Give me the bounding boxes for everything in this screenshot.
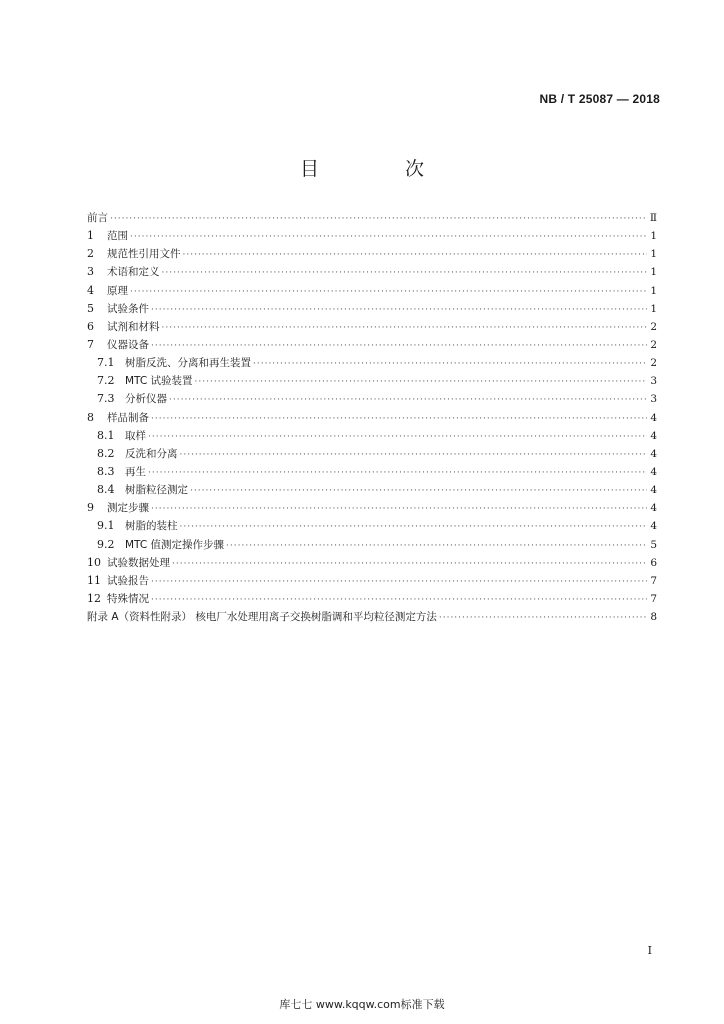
toc-entry-number: 2 xyxy=(87,247,94,261)
toc-entry-label: 仪器设备 xyxy=(107,338,149,351)
toc-entry-page: 4 xyxy=(650,447,657,460)
toc-entry-number: 8.3 xyxy=(97,464,115,478)
dot-leader xyxy=(151,500,647,518)
toc-entry[interactable] xyxy=(87,409,657,427)
toc-entry-label: 分析仪器 xyxy=(125,393,167,406)
toc-entry[interactable] xyxy=(87,536,657,554)
dot-leader xyxy=(151,410,647,428)
toc-entry-page: 3 xyxy=(650,375,657,388)
toc-entry-page: 3 xyxy=(650,393,657,406)
dot-leader xyxy=(439,609,647,627)
toc-entry-page: 1 xyxy=(650,266,657,279)
toc-entry-label: 前言 xyxy=(87,212,108,224)
footer-watermark: 库七七 www.kqqw.com标准下载 xyxy=(279,998,445,1011)
toc-entry-page: 4 xyxy=(650,502,657,515)
dot-leader xyxy=(169,391,647,409)
toc-entry-page: 2 xyxy=(650,338,657,351)
dot-leader xyxy=(172,555,647,573)
toc-entry-page: Ⅱ xyxy=(649,212,657,224)
dot-leader xyxy=(162,319,648,337)
toc-entry[interactable] xyxy=(87,499,657,517)
dot-leader xyxy=(151,591,647,609)
toc-entry[interactable] xyxy=(87,390,657,408)
toc-entry-label: 反洗和分离 xyxy=(125,447,178,460)
toc-entry-number: 7.3 xyxy=(97,392,115,406)
toc-entry-label: 树脂反洗、分离和再生装置 xyxy=(125,357,251,370)
dot-leader xyxy=(190,482,647,500)
toc-entry-number: 10 xyxy=(87,555,101,569)
page-number: I xyxy=(647,944,652,957)
dot-leader xyxy=(162,264,648,282)
toc-entry[interactable] xyxy=(87,354,657,372)
toc-entry-number: 9.1 xyxy=(97,519,115,533)
dot-leader xyxy=(195,373,647,391)
toc-entry-label: 树脂粒径测定 xyxy=(125,484,188,497)
dot-leader xyxy=(151,573,647,591)
toc-entry-label: 试剂和材料 xyxy=(107,320,160,333)
toc-entry[interactable] xyxy=(87,318,657,336)
dot-leader xyxy=(130,228,647,246)
toc-entry[interactable] xyxy=(87,572,657,590)
toc-entry-number: 3 xyxy=(87,265,94,279)
toc-entry-label: 测定步骤 xyxy=(107,502,149,515)
toc-entry-page: 4 xyxy=(650,520,657,533)
toc-entry-page: 4 xyxy=(650,411,657,424)
toc-entry-label: 树脂的装柱 xyxy=(125,520,178,533)
toc-entry-number: 6 xyxy=(87,319,94,333)
toc-entry[interactable] xyxy=(87,590,657,608)
toc-entry-page: 7 xyxy=(650,574,657,587)
toc-entry[interactable] xyxy=(87,463,657,481)
toc-entry-number: 1 xyxy=(87,229,94,243)
toc-entry-page: 4 xyxy=(650,429,657,442)
toc-entry-page: 2 xyxy=(650,320,657,333)
dot-leader xyxy=(180,446,648,464)
toc-entry-number: 5 xyxy=(87,301,94,315)
table-of-contents xyxy=(87,209,657,626)
toc-entry-page: 2 xyxy=(650,357,657,370)
toc-entry[interactable] xyxy=(87,554,657,572)
dot-leader xyxy=(226,537,647,555)
toc-entry-label: 术语和定义 xyxy=(107,266,160,279)
dot-leader xyxy=(151,337,647,355)
toc-entry-label: 试验数据处理 xyxy=(107,556,170,569)
toc-entry-page: 1 xyxy=(650,302,657,315)
toc-entry-page: 1 xyxy=(650,284,657,297)
toc-entry[interactable] xyxy=(87,372,657,390)
toc-entry-page: 6 xyxy=(650,556,657,569)
toc-entry-label: 再生 xyxy=(125,465,146,478)
toc-entry-label: 试验条件 xyxy=(107,302,149,315)
toc-entry-label: 试验报告 xyxy=(107,574,149,587)
toc-entry-page: 4 xyxy=(650,465,657,478)
toc-entry-number: 7.1 xyxy=(97,356,115,370)
toc-entry-page: 4 xyxy=(650,484,657,497)
toc-entry-number: 9 xyxy=(87,501,94,515)
toc-entry-label: 范围 xyxy=(107,230,128,243)
toc-entry-label: 规范性引用文件 xyxy=(107,248,181,261)
toc-entry-page: 5 xyxy=(650,538,657,551)
toc-entry[interactable] xyxy=(87,608,657,626)
toc-entry[interactable] xyxy=(87,336,657,354)
dot-leader xyxy=(253,355,647,373)
toc-entry[interactable] xyxy=(87,209,657,227)
toc-entry-number: 11 xyxy=(87,573,101,587)
dot-leader xyxy=(148,428,647,446)
toc-entry[interactable] xyxy=(87,427,657,445)
toc-entry-number: 8.4 xyxy=(97,483,115,497)
toc-entry-number: 9.2 xyxy=(97,537,115,551)
toc-entry[interactable] xyxy=(87,227,657,245)
toc-entry-label: 特殊情况 xyxy=(107,592,149,605)
toc-entry-number: 7.2 xyxy=(97,374,115,388)
toc-entry-number: 8.1 xyxy=(97,428,115,442)
toc-title: 目 次 xyxy=(299,158,465,180)
toc-entry[interactable] xyxy=(87,481,657,499)
toc-entry[interactable] xyxy=(87,517,657,535)
toc-entry-label: 原理 xyxy=(107,284,128,297)
toc-entry-number: 4 xyxy=(87,283,94,297)
toc-entry[interactable] xyxy=(87,445,657,463)
toc-entry-number: 7 xyxy=(87,337,94,351)
dot-leader xyxy=(110,210,647,228)
toc-entry-page: 8 xyxy=(650,611,657,624)
toc-entry-number: 8 xyxy=(87,410,94,424)
dot-leader xyxy=(130,283,647,301)
toc-entry[interactable] xyxy=(87,245,657,263)
dot-leader xyxy=(151,301,647,319)
toc-entry-page: 1 xyxy=(650,230,657,243)
toc-entry[interactable] xyxy=(87,300,657,318)
toc-entry-number: 8.2 xyxy=(97,446,115,460)
toc-entry-label: 取样 xyxy=(125,429,146,442)
toc-entry-label: MTC 试验装置 xyxy=(125,375,193,388)
dot-leader xyxy=(180,518,648,536)
toc-entry-label: 样品制备 xyxy=(107,411,149,424)
dot-leader xyxy=(148,464,647,482)
toc-entry[interactable] xyxy=(87,263,657,281)
toc-entry-number: 12 xyxy=(87,591,101,605)
toc-entry-page: 7 xyxy=(650,592,657,605)
dot-leader xyxy=(183,246,648,264)
standard-number: NB / T 25087 — 2018 xyxy=(539,92,660,106)
toc-entry[interactable] xyxy=(87,282,657,300)
toc-entry-label: MTC 值测定操作步骤 xyxy=(125,538,225,551)
toc-entry-page: 1 xyxy=(650,248,657,261)
toc-entry-label: 附录 A（资料性附录） 核电厂水处理用离子交换树脂调和平均粒径测定方法 xyxy=(87,611,437,624)
